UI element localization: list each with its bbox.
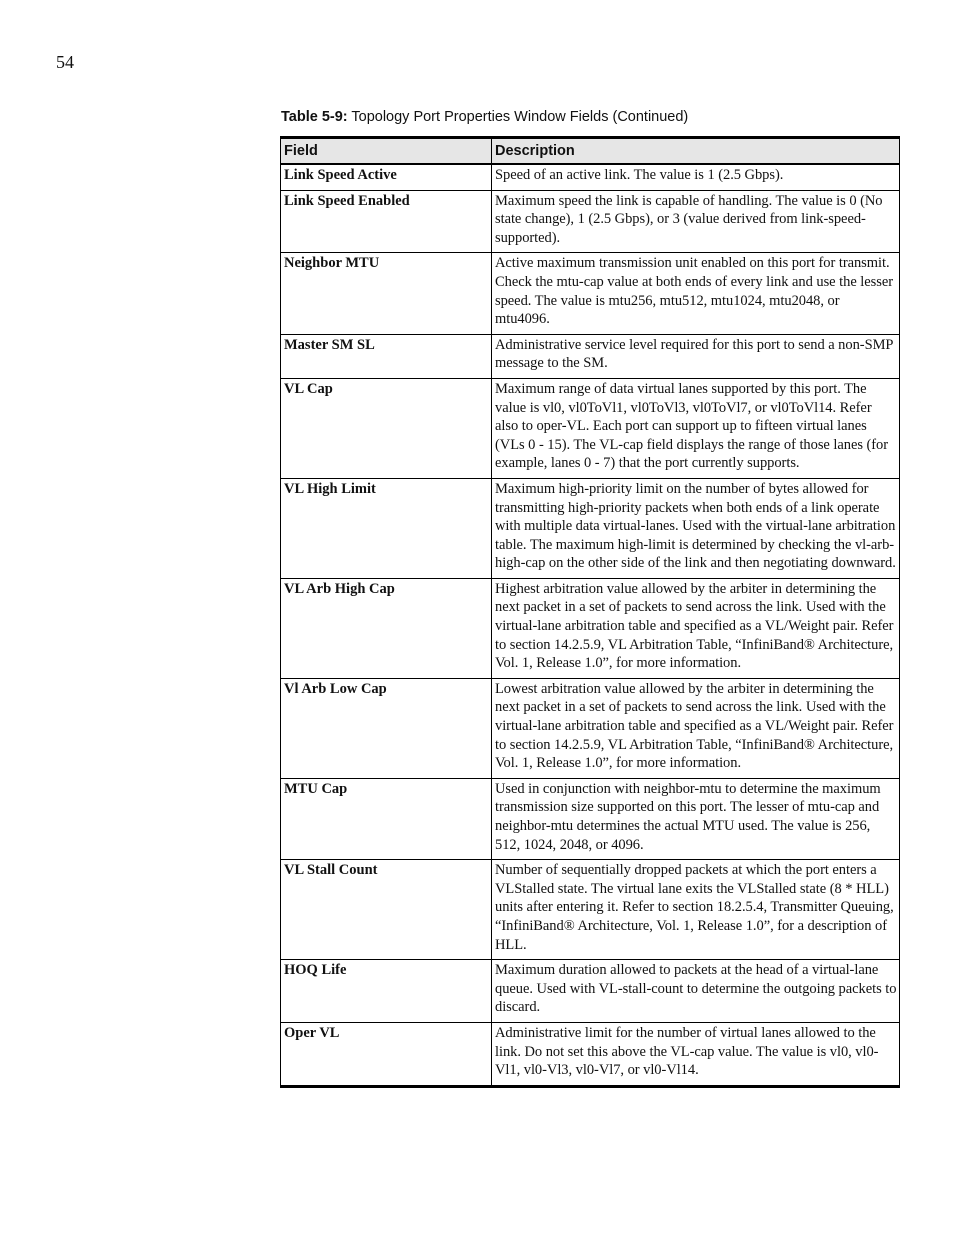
table-row [281,678,900,778]
page-number: 54 [56,52,74,72]
table-caption [281,108,688,126]
field-description: Lowest arbitration value allowed by the arbiter in determining the next packet in a set of packets to send across the link. Used with the virtual-lane arbitration table and specified as a VL/Weight pair. Refer to section 14.2.5.9, VL Arbitration Table, “InfiniBand® Architecture, Vol. 1, Release 1.0”, for more information. [492,678,900,778]
field-description: Administrative service level required for this port to send a non-SMP message to the SM. [492,334,900,378]
column-header-description: Description [492,138,900,165]
field-name: Neighbor MTU [281,253,492,334]
field-name: Link Speed Enabled [281,190,492,253]
field-name: Master SM SL [281,334,492,378]
field-description: Maximum speed the link is capable of handling. The value is 0 (No state change), 1 (2.5 Gbps), or 3 (value derived from link-speed-supported). [492,190,900,253]
table-row [281,253,900,334]
table-row [281,860,900,960]
table-row [281,334,900,378]
field-description: Used in conjunction with neighbor-mtu to determine the maximum transmission size supported on this port. The lesser of mtu-cap and neighbor-mtu determines the actual MTU used. The value is 256, 512, 1024, 2048, or 4096. [492,778,900,859]
field-description: Active maximum transmission unit enabled on this port for transmit. Check the mtu-cap value at both ends of every link and use the lesser speed. The value is mtu256, mtu512, mtu1024, mtu2048, or mtu4096. [492,253,900,334]
table-row [281,164,900,190]
table-row [281,1022,900,1086]
field-name: VL Cap [281,378,492,478]
field-description: Speed of an active link. The value is 1 (2.5 Gbps). [492,164,900,190]
field-description: Maximum duration allowed to packets at the head of a virtual-lane queue. Used with VL-stall-count to determine the outgoing packets to discard. [492,960,900,1023]
field-name: MTU Cap [281,778,492,859]
field-description: Highest arbitration value allowed by the arbiter in determining the next packet in a set of packets to send across the link. Used with the virtual-lane arbitration table and specified as a VL/Weight pair. Refer to section 14.2.5.9, VL Arbitration Table, “InfiniBand® Architecture, Vol. 1, Release 1.0”, for more information. [492,578,900,678]
table-caption-text: Topology Port Properties Window Fields (Continued) [347,109,689,125]
field-name: VL Arb High Cap [281,578,492,678]
topology-port-properties-table [280,136,900,1088]
field-description: Administrative limit for the number of virtual lanes allowed to the link. Do not set this above the VL-cap value. The value is vl0, vl0-Vl1, vl0-Vl3, vl0-Vl7, or vl0-Vl14. [492,1022,900,1086]
table-row [281,960,900,1023]
field-name: HOQ Life [281,960,492,1023]
field-name: VL High Limit [281,478,492,578]
table-caption-label: Table 5-9: [281,109,348,125]
table-row [281,578,900,678]
table-row [281,378,900,478]
field-name: Link Speed Active [281,164,492,190]
field-description: Number of sequentially dropped packets at which the port enters a VLStalled state. The virtual lane exits the VLStalled state (8 * HLL) units after entering it. Refer to section 18.2.5.4, Transmitter Queuing, “InfiniBand® Architecture, Vol. 1, Release 1.0”, for a description of HLL. [492,860,900,960]
field-name: Vl Arb Low Cap [281,678,492,778]
field-name: VL Stall Count [281,860,492,960]
field-description: Maximum high-priority limit on the number of bytes allowed for transmitting high-priority packets when both ends of a link operate with multiple data virtual-lanes. Used with the virtual-lane arbitration table. The maximum high-limit is determined by checking the vl-arb-high-cap on the other side of the link and then negotiating downward. [492,478,900,578]
column-header-field: Field [281,138,492,165]
table-row [281,778,900,859]
table-row [281,478,900,578]
table-row [281,190,900,253]
table-header-row [281,138,900,165]
field-description: Maximum range of data virtual lanes supported by this port. The value is vl0, vl0ToVl1, vl0ToVl3, vl0ToVl7, or vl0ToVl14. Refer also to oper-VL. Each port can support up to fifteen virtual lanes (VLs 0 - 15). The VL-cap field displays the range of those lanes (for example, lanes 0 - 7) that the port currently supports. [492,378,900,478]
field-name: Oper VL [281,1022,492,1086]
